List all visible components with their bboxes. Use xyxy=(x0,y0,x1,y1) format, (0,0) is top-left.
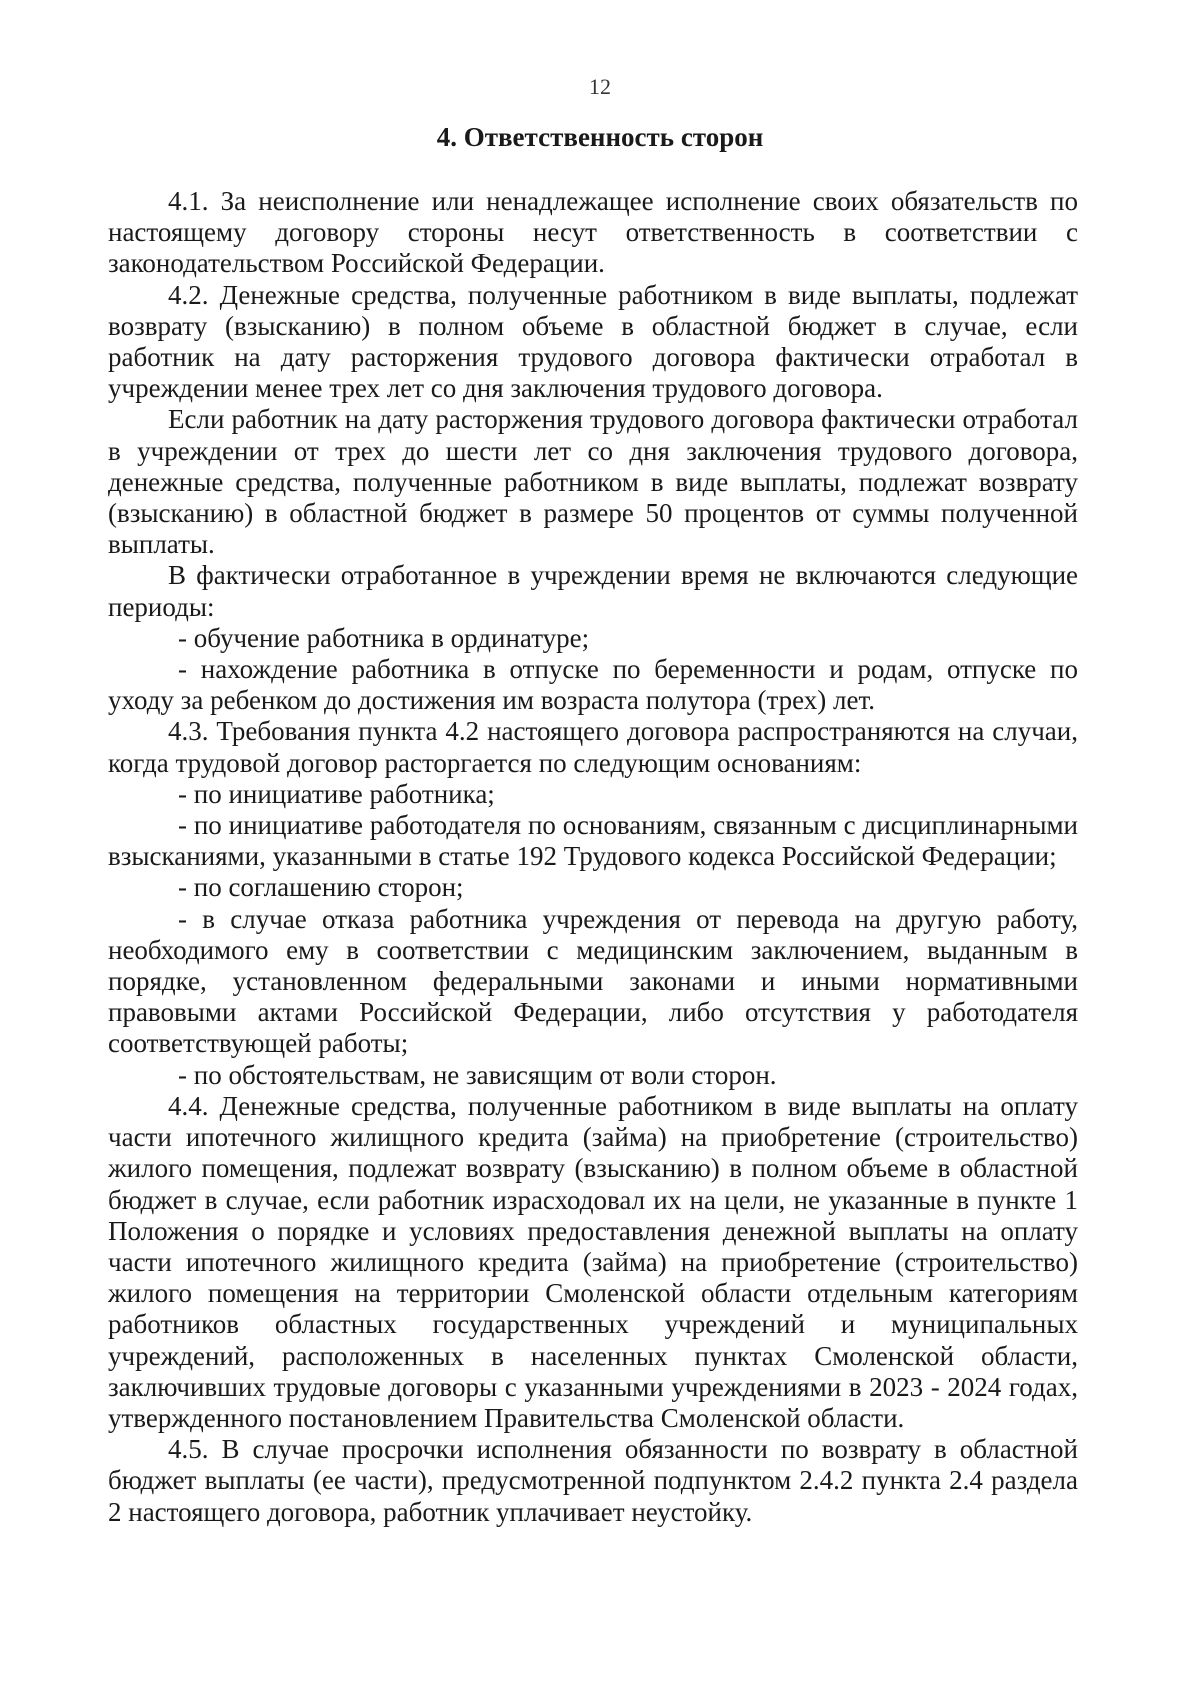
list-item-maternity-leave: - нахождение работника в отпуске по беременности и родам, отпуске по уходу за ребенком до достижения им возраста полутора (трех) лет. xyxy=(108,654,1078,716)
paragraph-4-3: 4.3. Требования пункта 4.2 настоящего договора распространяются на случаи, когда трудовой договор расторгается по следующим основаниям: xyxy=(108,716,1078,778)
section-title: 4. Ответственность сторон xyxy=(436,122,764,152)
paragraph-4-2-partial-refund: Если работник на дату расторжения трудового договора фактически отработал в учреждении от трех до шести лет со дня заключения трудового договора, денежные средства, полученные работником в виде выплаты, подлежат возврату (взысканию) в областной бюджет в размере 50 процентов от суммы полученной выплаты. xyxy=(108,404,1078,560)
list-item-circumstances: - по обстоятельствам, не зависящим от воли сторон. xyxy=(178,1059,777,1090)
list-item-mutual-agreement: - по соглашению сторон; xyxy=(178,872,464,903)
paragraph-4-5: 4.5. В случае просрочки исполнения обязанности по возврату в областной бюджет выплаты (ее части), предусмотренной подпунктом 2.4.2 пункта 2.4 раздела 2 настоящего договора, работник уплачивает неустойку. xyxy=(108,1434,1078,1527)
document-body xyxy=(108,186,1078,1528)
paragraph-4-4: 4.4. Денежные средства, полученные работником в виде выплаты на оплату части ипотечного жилищного кредита (займа) на приобретение (строительство) жилого помещения, подлежат возврату (взысканию) в полном объеме в областной бюджет в случае, если работник израсходовал их на цели, не указанные в пункте 1 Положения о порядке и условиях предоставления денежной выплаты на оплату части ипотечного жилищного кредита (займа) на приобретение (строительство) жилого помещения на территории Смоленской области отдельным категориям работников областных государственных учреждений и муниципальных учреждений, расположенных в населенных пунктах Смоленской области, заключивших трудовые договоры с указанными учреждениями в 2023 - 2024 годах, утвержденного постановлением Правительства Смоленской области. xyxy=(108,1090,1078,1433)
page-number: 12 xyxy=(589,74,611,99)
list-item-transfer-refusal: - в случае отказа работника учреждения от перевода на другую работу, необходимого ему в соответствии с медицинским заключением, выданным в порядке, установленном федеральными законами и иными нормативными правовыми актами Российской Федерации, либо отсутствия у работодателя соответствующей работы; xyxy=(108,903,1078,1059)
paragraph-excluded-periods: В фактически отработанное в учреждении время не включаются следующие периоды: xyxy=(108,560,1078,622)
paragraph-4-2: 4.2. Денежные средства, полученные работником в виде выплаты, подлежат возврату (взысканию) в полном объеме в областной бюджет в случае, если работник на дату расторжения трудового договора фактически отработал в учреждении менее трех лет со дня заключения трудового договора. xyxy=(108,279,1078,404)
list-item-employee-initiative: - по инициативе работника; xyxy=(178,778,495,809)
list-item-employer-initiative: - по инициативе работодателя по основаниям, связанным с дисциплинарными взысканиями, указанными в статье 192 Трудового кодекса Российской Федерации; xyxy=(108,810,1078,872)
paragraph-4-1: 4.1. За неисполнение или ненадлежащее исполнение своих обязательств по настоящему договору стороны несут ответственность в соответствии с законодательством Российской Федерации. xyxy=(108,186,1078,279)
list-item-residency: - обучение работника в ординатуре; xyxy=(178,622,590,653)
